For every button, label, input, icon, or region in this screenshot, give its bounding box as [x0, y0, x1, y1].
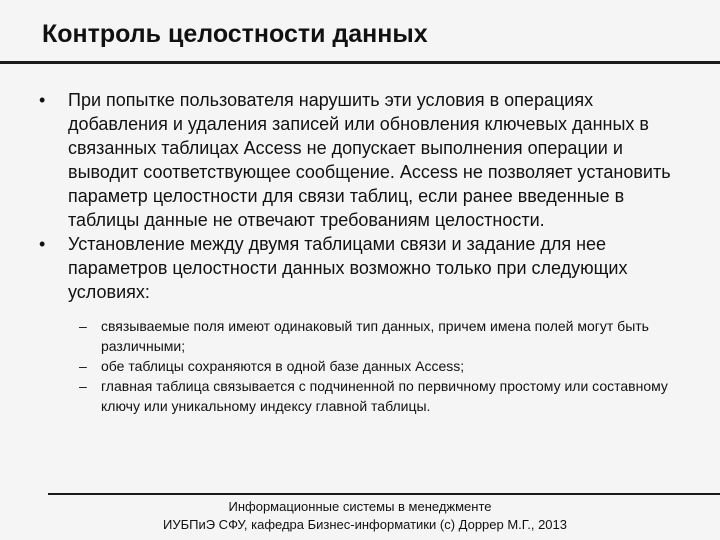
footer-divider — [48, 493, 720, 495]
title-divider — [0, 61, 720, 64]
bullet-marker: • — [39, 234, 46, 254]
sub-bullet-item-field-types — [79, 316, 691, 356]
footer-course-title: Информационные системы в менеджменте — [228, 499, 492, 514]
slide-footer — [0, 498, 720, 534]
bullet-item-relationship-conditions — [39, 232, 692, 304]
bullet-text: Установление между двумя таблицами связи и задание для нее параметров целостности данных возможно только при следующих условиях: — [68, 234, 628, 302]
footer-copyright: ИУБПиЭ СФУ, кафедра Бизнес-информатики (с) Доррер М.Г., 2013 — [162, 517, 567, 532]
sub-bullet-text: главная таблица связывается с подчиненной по первичному простому или составному ключу или уникальному индексу главной таблицы. — [101, 378, 668, 414]
sub-bullet-marker: – — [79, 358, 87, 374]
sub-bullet-marker: – — [79, 378, 87, 394]
sub-bullet-item-primary-key — [79, 376, 691, 416]
sub-bullet-item-same-database — [79, 356, 691, 376]
sub-bullet-marker: – — [79, 318, 87, 334]
condition-sublist — [0, 316, 720, 416]
sub-bullet-text: обе таблицы сохраняются в одной базе данных Access; — [101, 358, 465, 374]
bullet-text: При попытке пользователя нарушить эти условия в операциях добавления и удаления записей или обновления ключевых данных в связанных таблицах Access не допускает выполнения операции и выводит соответствующее сообщение. Access не позволяет установить параметр целостности для связи таблиц, если ранее введенные в таблицы данные не отвечают требованиям целостности. — [68, 90, 671, 230]
bullet-marker: • — [39, 90, 46, 110]
slide-content — [0, 88, 720, 416]
slide-title: Контроль целостности данных — [42, 20, 428, 48]
sub-bullet-text: связываемые поля имеют одинаковый тип данных, причем имена полей могут быть различными; — [101, 318, 649, 354]
bullet-item-access-integrity — [39, 88, 692, 232]
